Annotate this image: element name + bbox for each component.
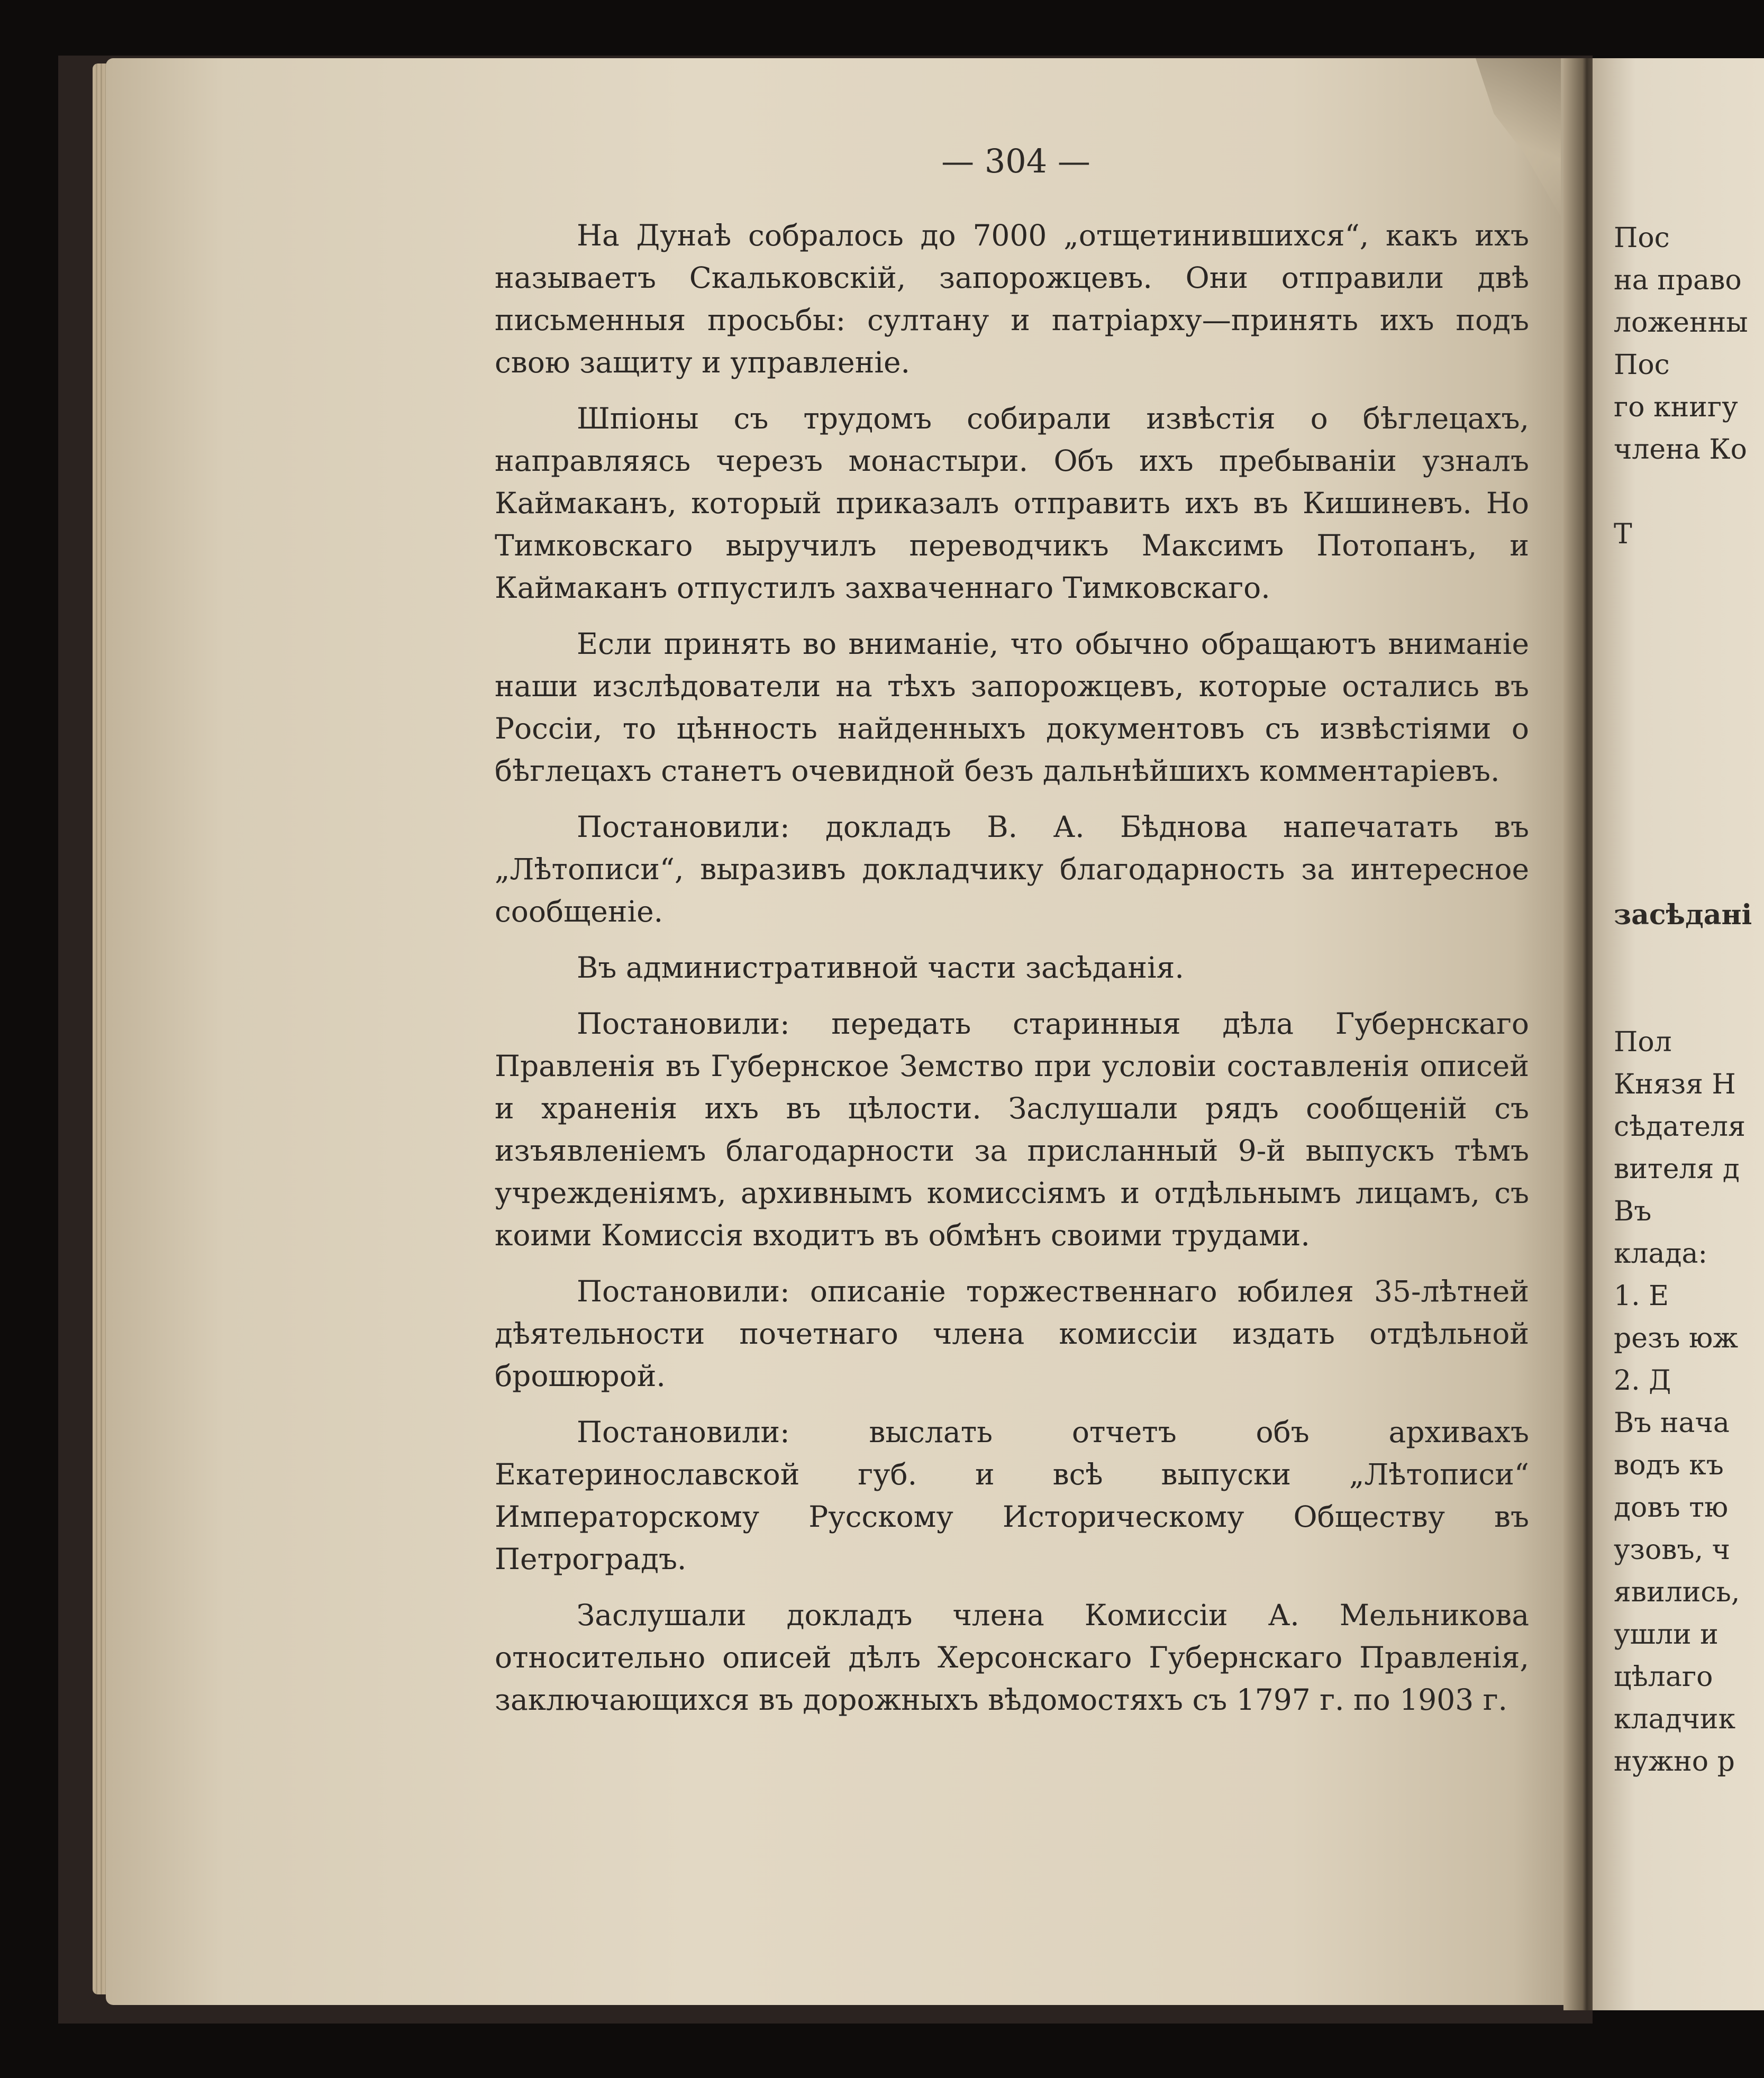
right-page-line: ушли и: [1614, 1619, 1718, 1651]
paragraph: Въ административной части засѣданія.: [577, 951, 1184, 985]
right-page-line: нужно р: [1614, 1746, 1735, 1778]
right-page-line: [1614, 555, 1764, 598]
right-page-line: явились,: [1614, 1576, 1740, 1608]
right-page-line: клада:: [1614, 1238, 1708, 1270]
right-page-line: резъ юж: [1614, 1323, 1739, 1354]
right-page-line: [1614, 809, 1764, 852]
page-number: — 304 —: [941, 142, 1090, 180]
right-page-line: [1614, 640, 1764, 682]
page-body: [495, 214, 1529, 1721]
right-page-text: [1614, 217, 1764, 1783]
paragraph: Постановили: выслать отчетъ объ архивахъ Екатеринославской губ. и всѣ выпуски „Лѣтописи“ Императорскому Русскому Историческому Обществу въ Петроградъ.: [495, 1415, 1529, 1576]
right-page-line: [1614, 979, 1764, 1021]
right-page-line: цѣлаго: [1614, 1661, 1713, 1693]
right-page-line: [1614, 471, 1764, 513]
right-page-line: водъ къ: [1614, 1450, 1724, 1481]
right-page-line: [1614, 852, 1764, 894]
paragraph: Постановили: докладъ В. А. Бѣднова напечатать въ „Лѣтописи“, выразивъ докладчику благодарность за интересное сообщеніе.: [495, 810, 1529, 928]
right-page-line: Пос: [1614, 349, 1670, 381]
right-page-line: Т: [1614, 518, 1632, 550]
right-page-line: Въ: [1614, 1196, 1652, 1227]
right-page-line: [1614, 725, 1764, 767]
right-page-line: сѣдателя: [1614, 1111, 1745, 1143]
paragraph: На Дунаѣ собралось до 7000 „отщетинившихся“, какъ ихъ называетъ Скальковскій, запорожцевъ. Они отправили двѣ письменныя просьбы: султану и патріарху—принять ихъ подъ свою защиту и управленіе.: [495, 218, 1529, 379]
right-page-line: Пол: [1614, 1026, 1672, 1058]
paragraph: Шпіоны съ трудомъ собирали извѣстія о бѣглецахъ, направляясь черезъ монастыри. Объ ихъ пребываніи узналъ Каймаканъ, который приказалъ отправить ихъ въ Кишиневъ. Но Тимковскаго выручилъ переводчикъ Максимъ Потопанъ, и Каймаканъ отпустилъ захваченнаго Тимковскаго.: [495, 402, 1529, 605]
right-page-line: [1614, 682, 1764, 725]
right-page-line: на право: [1614, 265, 1742, 296]
right-page-line: кладчик: [1614, 1703, 1736, 1735]
right-page-line: Въ нача: [1614, 1407, 1730, 1439]
right-page-line: узовъ, ч: [1614, 1534, 1731, 1566]
right-page-line: члена Ко: [1614, 434, 1747, 466]
right-page-line: [1614, 767, 1764, 809]
right-page: [1593, 58, 1764, 2010]
paragraph: Если принять во вниманіе, что обычно обращаютъ вниманіе наши изслѣдователи на тѣхъ запорожцевъ, которые остались въ Россіи, то цѣнность найденныхъ документовъ съ извѣстіями о бѣглецахъ станетъ очевидной безъ дальнѣйшихъ комментаріевъ.: [495, 627, 1529, 788]
right-page-line: довъ тю: [1614, 1492, 1729, 1524]
right-page-line: вителя д: [1614, 1153, 1740, 1185]
right-page-line: [1614, 936, 1764, 979]
paragraph: Постановили: передать старинныя дѣла Губернскаго Правленія въ Губернское Земство при условіи составленія описей и храненія ихъ въ цѣлости. Заслушали рядъ сообщеній съ изъявленіемъ благодарности за присланный 9-й выпускъ тѣмъ учрежденіямъ, архивнымъ комиссіямъ и отдѣльнымъ лицамъ, съ коими Комиссія входитъ въ обмѣнъ своими трудами.: [495, 1007, 1529, 1252]
right-page-line: го книгу: [1614, 391, 1738, 423]
paragraph: Постановили: описаніе торжественнаго юбилея 35-лѣтней дѣятельности почетнаго члена комиссіи издать отдѣльной брошюрой.: [495, 1274, 1529, 1393]
right-page-line: Князя Н: [1614, 1069, 1736, 1100]
right-page-line: ложенны: [1614, 307, 1748, 339]
right-page-line: 1. Е: [1614, 1280, 1669, 1312]
right-page-line: Пос: [1614, 222, 1670, 254]
right-page-line: 2. Д: [1614, 1365, 1671, 1397]
paragraph: Заслушали докладъ члена Комиссіи А. Мельникова относительно описей дѣлъ Херсонскаго Губернскаго Правленія, заключающихся въ дорожныхъ вѣдомостяхъ съ 1797 г. по 1903 г.: [495, 1598, 1529, 1717]
right-page-line: [1614, 598, 1764, 640]
right-page-line: засѣдані: [1614, 899, 1752, 931]
